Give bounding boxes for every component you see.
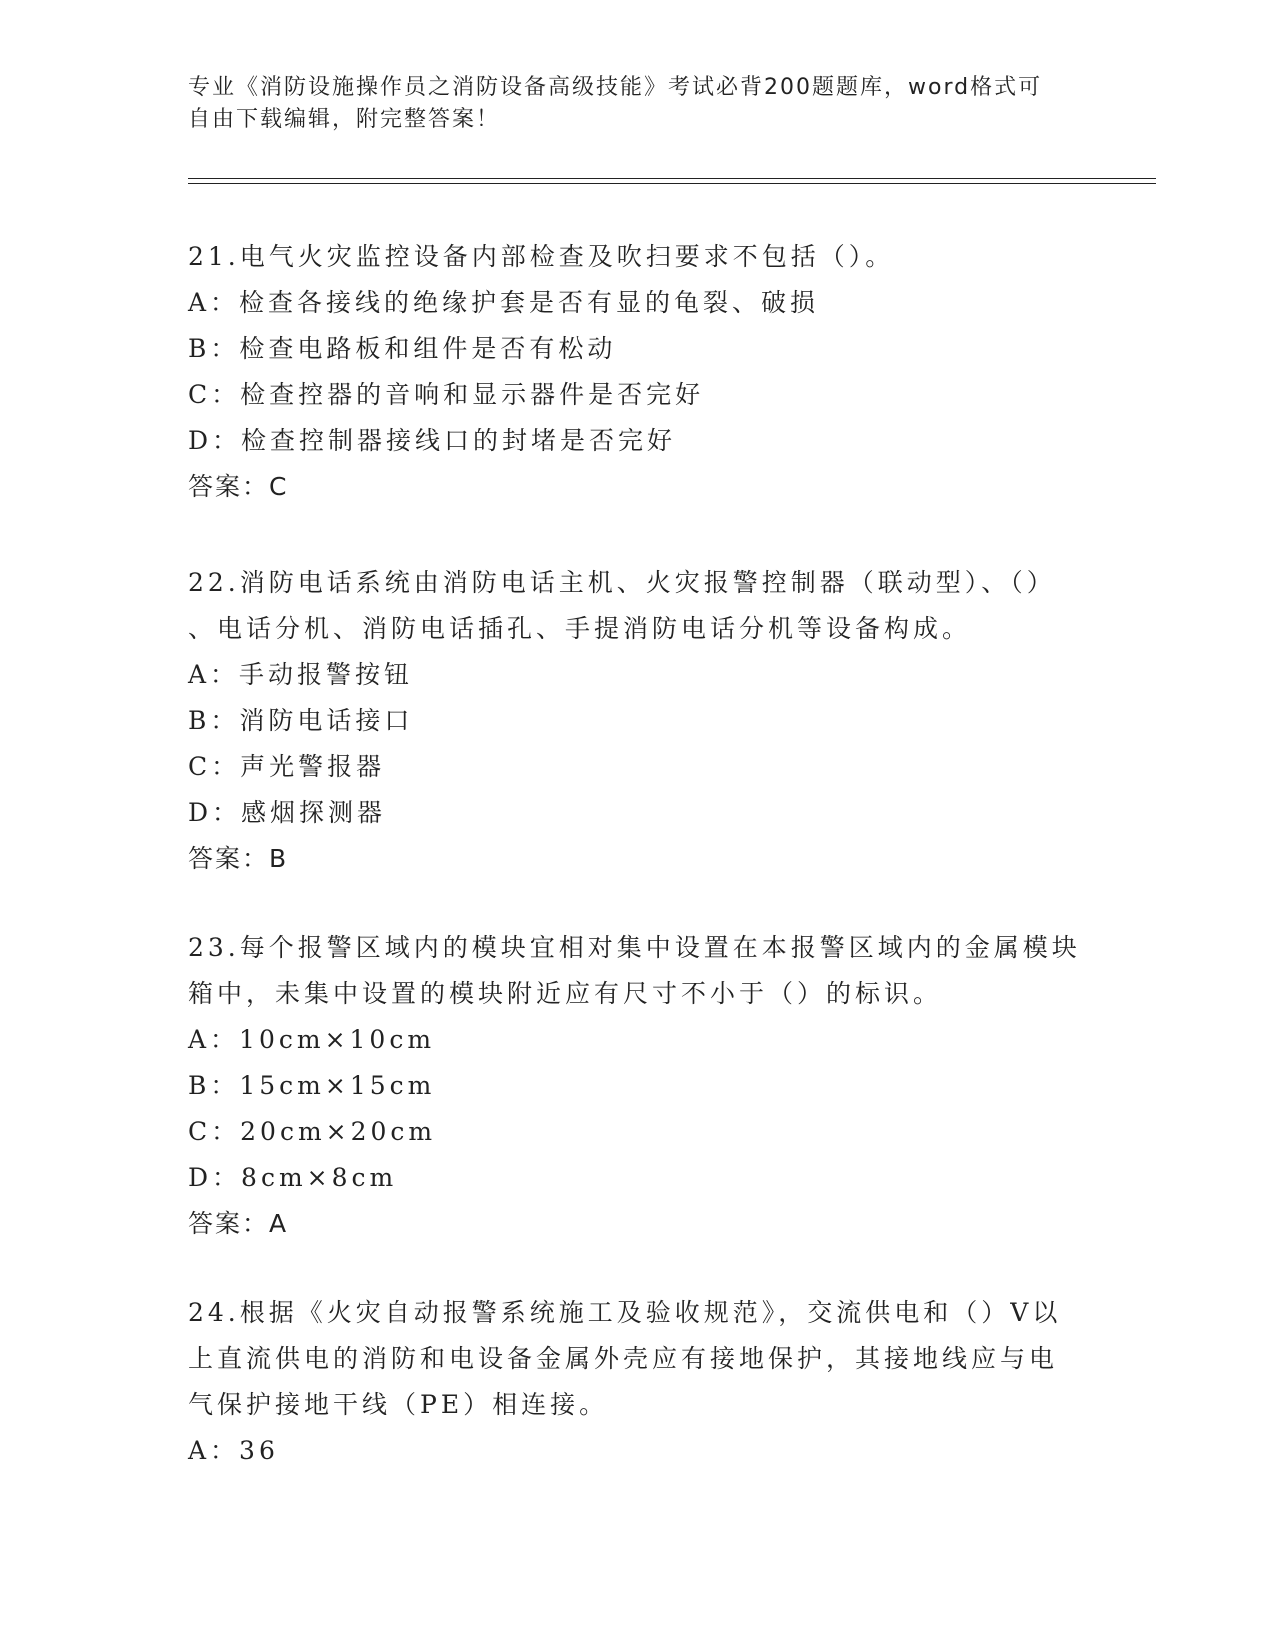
header-line-2: 自由下载编辑，附完整答案！ bbox=[188, 107, 501, 132]
question-stem-line-1: 24.根据《火灾自动报警系统施工及验收规范》，交流供电和（）V以 bbox=[188, 1298, 1062, 1327]
option-a: A：检查各接线的绝缘护套是否有显的龟裂、破损 bbox=[188, 288, 820, 317]
answer: 答案：A bbox=[188, 1209, 289, 1238]
option-b: B：消防电话接口 bbox=[188, 706, 414, 735]
question-stem-line-2: 箱中，未集中设置的模块附近应有尺寸不小于（）的标识。 bbox=[188, 979, 943, 1008]
question-21 bbox=[188, 234, 1088, 510]
option-c: C：声光警报器 bbox=[188, 752, 386, 781]
option-d: D：检查控制器接线口的封堵是否完好 bbox=[188, 426, 677, 455]
option-d: D：感烟探测器 bbox=[188, 798, 387, 827]
question-24 bbox=[188, 1290, 1088, 1474]
option-c: C：20cm×20cm bbox=[188, 1117, 437, 1146]
question-23 bbox=[188, 925, 1088, 1247]
question-stem-line-2: 上直流供电的消防和电设备金属外壳应有接地保护，其接地线应与电 bbox=[188, 1344, 1059, 1373]
question-22 bbox=[188, 560, 1088, 882]
option-d: D：8cm×8cm bbox=[188, 1163, 398, 1192]
answer: 答案：B bbox=[188, 844, 289, 873]
header-divider-bottom bbox=[188, 183, 1156, 184]
question-stem: 21.电气火灾监控设备内部检查及吹扫要求不包括（）。 bbox=[188, 242, 895, 271]
header-line-1: 专业《消防设施操作员之消防设备高级技能》考试必背200题题库，word格式可 bbox=[188, 75, 1043, 100]
option-a: A：36 bbox=[188, 1436, 279, 1465]
option-a: A：10cm×10cm bbox=[188, 1025, 436, 1054]
document-header bbox=[188, 72, 1088, 136]
question-stem-line-1: 22.消防电话系统由消防电话主机、火灾报警控制器（联动型）、（） bbox=[188, 568, 1056, 597]
header-divider-top bbox=[188, 178, 1156, 179]
option-c: C：检查控器的音响和显示器件是否完好 bbox=[188, 380, 705, 409]
question-stem-line-1: 23.每个报警区域内的模块宜相对集中设置在本报警区域内的金属模块 bbox=[188, 933, 1081, 962]
option-b: B：检查电路板和组件是否有松动 bbox=[188, 334, 617, 363]
option-a: A：手动报警按钮 bbox=[188, 660, 414, 689]
answer: 答案：C bbox=[188, 472, 289, 501]
option-b: B：15cm×15cm bbox=[188, 1071, 436, 1100]
question-stem-line-3: 气保护接地干线（PE）相连接。 bbox=[188, 1390, 609, 1419]
question-stem-line-2: 、电话分机、消防电话插孔、手提消防电话分机等设备构成。 bbox=[188, 614, 972, 643]
